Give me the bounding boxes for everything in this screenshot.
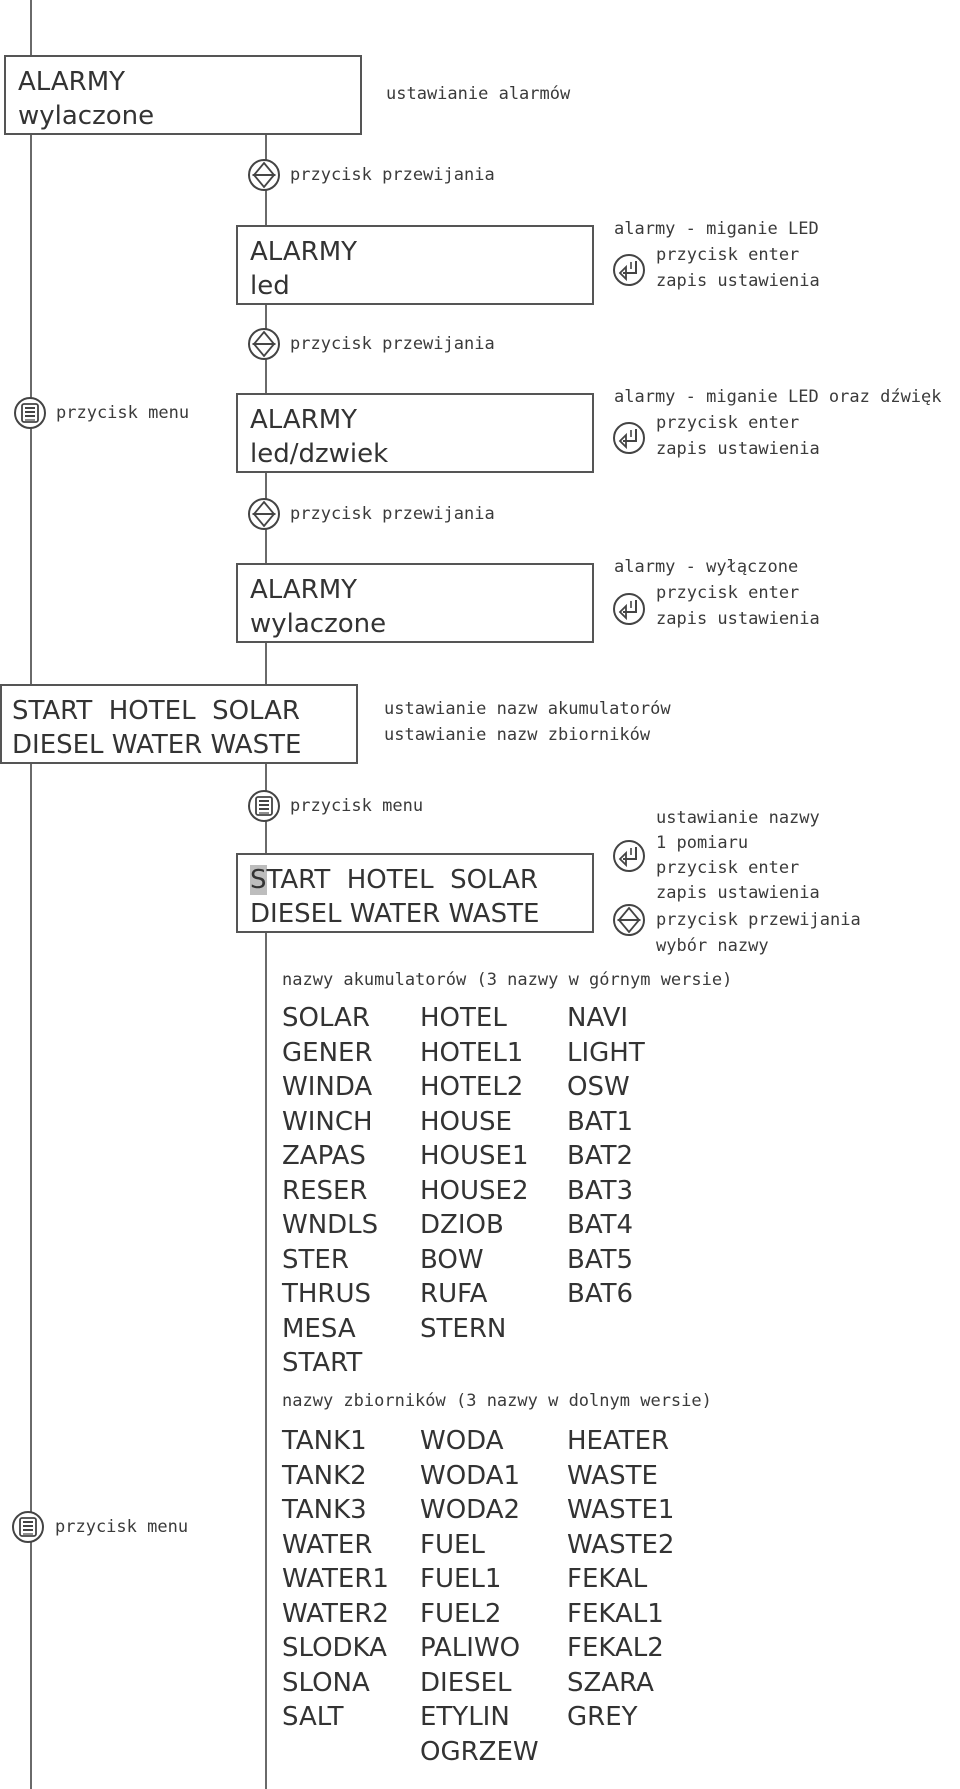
menu-label: przycisk menu xyxy=(290,796,424,816)
battery-names-column-3 xyxy=(567,1001,645,1312)
sub-flow-line xyxy=(265,135,267,1789)
name-option: LIGHT xyxy=(567,1037,645,1068)
name-option: FEKAL2 xyxy=(567,1633,664,1663)
name-option: BAT4 xyxy=(567,1210,634,1240)
edit-note-save: zapis ustawienia xyxy=(656,883,820,903)
off-note-save: zapis ustawienia xyxy=(656,609,820,629)
name-option: HOUSE1 xyxy=(420,1141,529,1171)
tank-names-caption: nazwy zbiorników (3 nazwy w dolnym wersie) xyxy=(282,1391,712,1411)
name-option: WASTE xyxy=(567,1460,658,1491)
name-option: MESA xyxy=(282,1313,356,1344)
display-box-names-edit xyxy=(236,853,594,933)
scroll-button-icon xyxy=(247,497,281,531)
display-box-alarmy-led xyxy=(236,225,594,305)
name-option: SZARA xyxy=(567,1667,654,1698)
tank-names-column-3 xyxy=(567,1424,674,1735)
name-option: WINCH xyxy=(282,1106,373,1137)
name-option: ETYLIN xyxy=(420,1702,510,1732)
name-option: SLODKA xyxy=(282,1633,387,1663)
name-option: STER xyxy=(282,1244,349,1275)
display-box-alarmy-off xyxy=(236,563,594,643)
display-line-2: wylaczone xyxy=(18,101,155,131)
display-line-2: DIESEL WATER WASTE xyxy=(250,899,540,929)
name-option: BAT2 xyxy=(567,1141,634,1171)
cursor-highlight: S xyxy=(250,865,267,895)
name-option: HOTEL xyxy=(420,1003,507,1033)
menu-button-icon xyxy=(247,789,281,823)
edit-scroll-label: przycisk przewijania xyxy=(656,910,861,930)
menu-label: przycisk menu xyxy=(56,403,190,423)
names-note-batteries: ustawianie nazw akumulatorów xyxy=(384,699,671,719)
name-option: OSW xyxy=(567,1072,630,1102)
name-option: FUEL xyxy=(420,1529,485,1560)
name-option: DZIOB xyxy=(420,1210,504,1240)
battery-names-column-2 xyxy=(420,1001,529,1346)
display-line-1: ALARMY xyxy=(18,67,126,97)
name-option: THRUS xyxy=(282,1279,372,1309)
off-note-title: alarmy - wyłączone xyxy=(614,557,799,577)
scroll-button-icon xyxy=(247,158,281,192)
name-option: RESER xyxy=(282,1175,368,1206)
name-option: WODA xyxy=(420,1426,504,1456)
name-option: HOTEL2 xyxy=(420,1072,524,1102)
name-option: BAT3 xyxy=(567,1175,634,1206)
display-line-1: ALARMY xyxy=(250,575,358,605)
name-option: FUEL2 xyxy=(420,1598,502,1629)
battery-names-caption: nazwy akumulatorów (3 nazwy w górnym wersie) xyxy=(282,970,733,990)
display-line-2: led xyxy=(250,271,290,301)
name-option: WNDLS xyxy=(282,1210,379,1240)
display-line-1 xyxy=(250,863,539,897)
name-option: FEKAL1 xyxy=(567,1598,664,1629)
name-option: SLONA xyxy=(282,1667,370,1698)
led-sound-note-enter: przycisk enter xyxy=(656,413,800,433)
name-option: SALT xyxy=(282,1702,344,1732)
name-option: ZAPAS xyxy=(282,1141,366,1171)
name-option: OGRZEW xyxy=(420,1736,539,1767)
display-line-2: led/dzwiek xyxy=(250,439,389,469)
display-box-names-top xyxy=(0,684,358,764)
edit-note-enter: przycisk enter xyxy=(656,858,800,878)
battery-names-column-1 xyxy=(282,1001,378,1381)
name-option: RUFA xyxy=(420,1279,488,1309)
led-note-title: alarmy - miganie LED xyxy=(614,219,819,239)
led-note-enter: przycisk enter xyxy=(656,245,800,265)
name-option: HOUSE2 xyxy=(420,1175,529,1206)
display-box-alarmy-off-top xyxy=(4,55,362,135)
scroll-label: przycisk przewijania xyxy=(290,334,495,354)
name-option: WINDA xyxy=(282,1072,373,1102)
edit-scroll-choose-name: wybór nazwy xyxy=(656,936,769,956)
off-note-enter: przycisk enter xyxy=(656,583,800,603)
enter-button-icon xyxy=(612,592,646,626)
edit-note-title: ustawianie nazwy xyxy=(656,808,820,828)
name-option: WASTE2 xyxy=(567,1529,675,1560)
name-option: SOLAR xyxy=(282,1003,370,1033)
led-sound-note-title: alarmy - miganie LED oraz dźwięk xyxy=(614,387,942,407)
tank-names-column-1 xyxy=(282,1424,389,1735)
display-line-1: START HOTEL SOLAR xyxy=(12,696,300,726)
name-option: WODA1 xyxy=(420,1460,521,1491)
enter-button-icon xyxy=(612,253,646,287)
led-note-save: zapis ustawienia xyxy=(656,271,820,291)
display-line-1: ALARMY xyxy=(250,405,358,435)
name-option: STERN xyxy=(420,1313,507,1344)
name-option: FEKAL xyxy=(567,1564,648,1594)
scroll-button-icon xyxy=(612,903,646,937)
display-line-2: wylaczone xyxy=(250,609,387,639)
name-option: WASTE1 xyxy=(567,1495,675,1525)
scroll-label: przycisk przewijania xyxy=(290,504,495,524)
scroll-label: przycisk przewijania xyxy=(290,165,495,185)
scroll-button-icon xyxy=(247,327,281,361)
display-box-alarmy-led-sound xyxy=(236,393,594,473)
tank-names-column-2 xyxy=(420,1424,539,1769)
name-option: WATER xyxy=(282,1529,373,1560)
name-option: START xyxy=(282,1348,363,1378)
name-option: TANK1 xyxy=(282,1426,367,1456)
name-option: NAVI xyxy=(567,1003,629,1033)
edit-note-measurement: 1 pomiaru xyxy=(656,833,749,853)
led-sound-note-save: zapis ustawienia xyxy=(656,439,820,459)
enter-button-icon xyxy=(612,421,646,455)
names-note-tanks: ustawianie nazw zbiorników xyxy=(384,725,651,745)
name-option: BAT5 xyxy=(567,1244,634,1275)
name-option: BAT1 xyxy=(567,1106,634,1137)
menu-label: przycisk menu xyxy=(55,1517,189,1537)
name-option: FUEL1 xyxy=(420,1564,502,1594)
name-option: TANK2 xyxy=(282,1460,367,1491)
name-option: HOUSE xyxy=(420,1106,512,1137)
display-line-1: ALARMY xyxy=(250,237,358,267)
name-option: BOW xyxy=(420,1244,484,1275)
name-option: GENER xyxy=(282,1037,373,1068)
name-option: PALIWO xyxy=(420,1633,521,1663)
display-line-1-rest: TART HOTEL SOLAR xyxy=(266,865,538,895)
name-option: WATER1 xyxy=(282,1564,389,1594)
name-option: TANK3 xyxy=(282,1495,367,1525)
name-option: HEATER xyxy=(567,1426,670,1456)
alarm-setting-note: ustawianie alarmów xyxy=(386,84,571,104)
menu-button-icon xyxy=(11,1510,45,1544)
name-option: DIESEL xyxy=(420,1667,512,1698)
menu-button-icon xyxy=(13,396,47,430)
enter-button-icon xyxy=(612,839,646,873)
name-option: HOTEL1 xyxy=(420,1037,524,1068)
name-option: GREY xyxy=(567,1702,638,1732)
name-option: BAT6 xyxy=(567,1279,634,1309)
name-option: WODA2 xyxy=(420,1495,521,1525)
display-line-2: DIESEL WATER WASTE xyxy=(12,730,302,760)
name-option: WATER2 xyxy=(282,1598,389,1629)
